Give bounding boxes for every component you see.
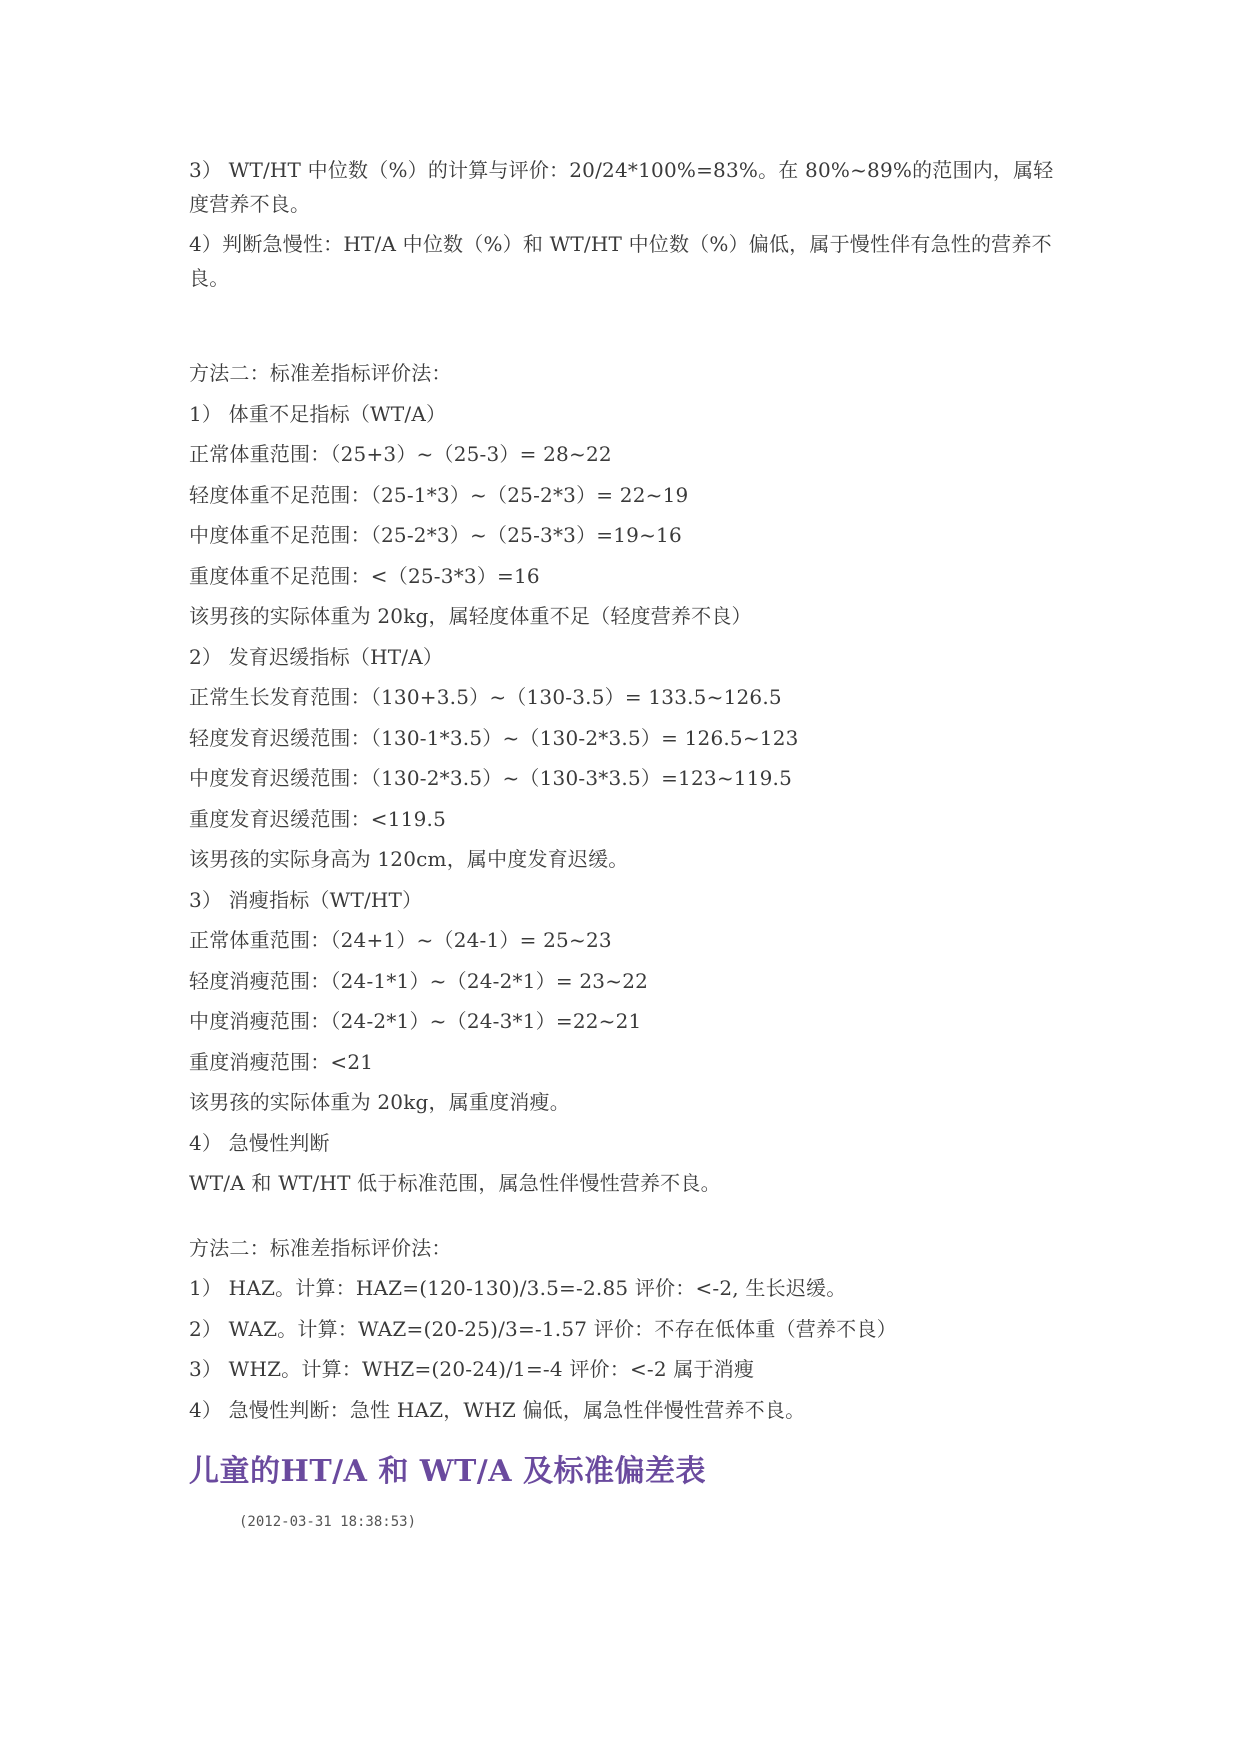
method2a-line: 4） 急慢性判断 [189, 1130, 330, 1155]
method2a-line: 正常生长发育范围：（130+3.5）~（130-3.5）= 133.5~126.5 [189, 685, 782, 709]
spacer [189, 1204, 1069, 1228]
section1-item4: 4）判断急慢性：HT/A 中位数（%）和 WT/HT 中位数（%）偏低，属于慢性伴有急性的营养不良。 [189, 232, 1052, 290]
method2a-line: 正常体重范围：（25+3）~（25-3）= 28~22 [189, 442, 612, 466]
method2a-line: 2） 发育迟缓指标（HT/A） [189, 644, 444, 669]
method2a-line: 重度消瘦范围：<21 [189, 1049, 374, 1074]
method2a-line: WT/A 和 WT/HT 低于标准范围，属急性伴慢性营养不良。 [189, 1171, 721, 1195]
method2b-line: 1） HAZ。计算：HAZ=(120-130)/3.5=-2.85 评价：<-2, 生长迟缓。 [189, 1276, 847, 1300]
spacer [189, 1430, 1069, 1452]
article-date: (2012-03-31 18:38:53) [239, 1514, 417, 1530]
method2a-line: 该男孩的实际身高为 120cm，属中度发育迟缓。 [189, 847, 629, 871]
method2a-line: 轻度体重不足范围：（25-1*3）~（25-2*3）= 22~19 [189, 482, 689, 507]
method2a-line: 中度发育迟缓范围：（130-2*3.5）~（130-3*3.5）=123~119.5 [189, 766, 793, 790]
method2a-line: 中度体重不足范围：（25-2*3）~（25-3*3）=19~16 [189, 523, 682, 547]
method2b-line: 2） WAZ。计算：WAZ=(20-25)/3=-1.57 评价：不存在低体重（营养不良） [189, 1316, 897, 1341]
document-content [189, 153, 1069, 1530]
method2a-title: 方法二：标准差指标评价法： [189, 361, 452, 385]
method2a-line: 重度发育迟缓范围：<119.5 [189, 806, 447, 831]
spacer [189, 301, 1069, 353]
method2a-line: 轻度发育迟缓范围：（130-1*3.5）~（130-2*3.5）= 126.5~123 [189, 725, 799, 750]
section1-item3: 3） WT/HT 中位数（%）的计算与评价：20/24*100%=83%。在 80%~89%的范围内，属轻度营养不良。 [189, 158, 1054, 216]
method2a-line: 3） 消瘦指标（WT/HT） [189, 887, 423, 912]
method2a-line: 中度消瘦范围：（24-2*1）~（24-3*1）=22~21 [189, 1009, 642, 1033]
method2a-line: 该男孩的实际体重为 20kg，属重度消瘦。 [189, 1090, 570, 1114]
method2a-block [189, 353, 1069, 1204]
method2a-line: 该男孩的实际体重为 20kg，属轻度体重不足（轻度营养不良） [189, 604, 752, 628]
method2b-line: 4） 急慢性判断：急性 HAZ，WHZ 偏低，属急性伴慢性营养不良。 [189, 1397, 806, 1422]
method2a-line: 正常体重范围：（24+1）~（24-1）= 25~23 [189, 928, 612, 952]
method2a-line: 轻度消瘦范围：（24-1*1）~（24-2*1）= 23~22 [189, 968, 649, 993]
method2b-title: 方法二：标准差指标评价法： [189, 1235, 452, 1260]
method2b-line: 3） WHZ。计算：WHZ=(20-24)/1=-4 评价：<-2 属于消瘦 [189, 1357, 755, 1381]
method2a-line: 重度体重不足范围：<（25-3*3）=16 [189, 563, 540, 588]
method2a-line: 1） 体重不足指标（WT/A） [189, 401, 447, 426]
article-heading[interactable]: 儿童的HT/A 和 WT/A 及标准偏差表 [189, 1454, 706, 1489]
method2b-block [189, 1228, 1069, 1431]
